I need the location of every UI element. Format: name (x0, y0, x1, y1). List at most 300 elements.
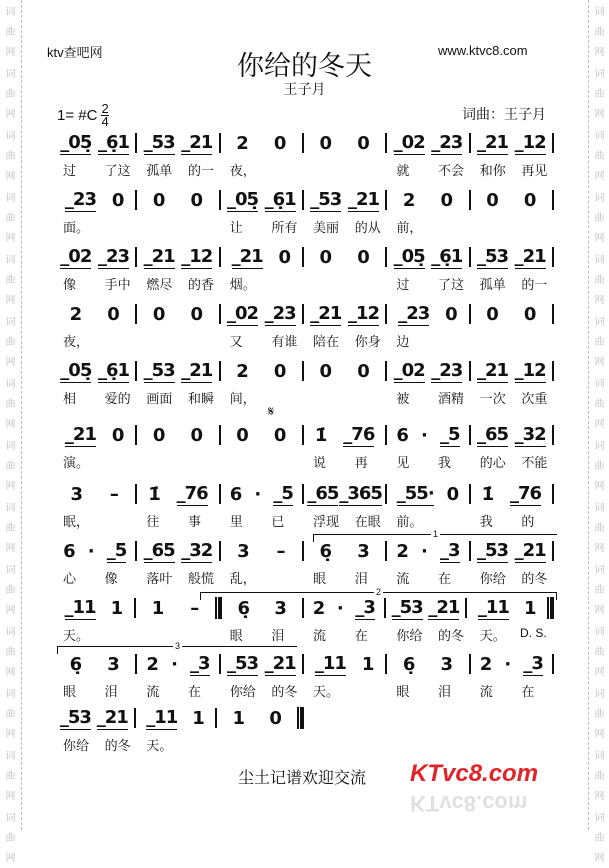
note: 1 (232, 707, 246, 729)
lyric: 泪 (271, 628, 285, 643)
barline (552, 425, 554, 445)
score-row (57, 359, 557, 408)
note: _21 (231, 245, 263, 267)
watermark-char: 词 (594, 255, 605, 266)
lyric: 天。 (146, 738, 173, 753)
note: _23 (64, 188, 96, 210)
note: _6̣1 (97, 131, 130, 153)
measure (307, 361, 382, 382)
note: 2 (312, 597, 326, 619)
measure (225, 598, 299, 619)
note: 0 (152, 424, 166, 446)
watermark-char: 曲 (5, 461, 16, 472)
lyric (515, 331, 557, 351)
lyric: 夜， (229, 163, 256, 178)
note: 6̣ (319, 540, 333, 562)
lyric: 画面 (146, 391, 173, 406)
barline (385, 133, 387, 153)
note: _3 (523, 652, 543, 674)
barline (469, 541, 471, 561)
lyric (474, 735, 516, 755)
lyric: 所有 (271, 220, 298, 235)
note: _365 (339, 482, 382, 504)
lyric: 在 (521, 684, 535, 699)
lyric (99, 331, 141, 351)
watermark-char: 曲 (594, 89, 605, 100)
lyric: 你给 (63, 738, 90, 753)
note: _53 (476, 245, 508, 267)
note: _12 (181, 245, 213, 267)
lyrics-line (57, 452, 557, 472)
lyric: 泪 (354, 571, 368, 586)
note: _5 (440, 423, 460, 445)
note: _23 (431, 359, 463, 381)
measure (139, 707, 213, 730)
note: _65 (307, 482, 339, 504)
lyric (390, 735, 432, 755)
measure (140, 132, 215, 155)
watermark-char: 曲 (594, 585, 605, 596)
lyric (432, 331, 474, 351)
lyric: 和你 (479, 163, 506, 178)
note: _05̣ (226, 188, 259, 210)
barline (469, 654, 471, 674)
watermark-char: 曲 (5, 523, 16, 534)
lyric: 被 (396, 391, 410, 406)
measure (390, 132, 465, 155)
barline (219, 190, 221, 210)
barline (552, 361, 554, 381)
lyric: 的心 (479, 455, 506, 470)
barline (302, 304, 304, 324)
watermark-char: 词 (5, 627, 16, 638)
barline (134, 598, 136, 618)
lyric (265, 160, 307, 180)
watermark-char: 网 (594, 543, 605, 554)
note: _02 (393, 131, 425, 153)
watermark-char: 曲 (594, 771, 605, 782)
note: _65 (143, 539, 175, 561)
watermark-char: 网 (594, 481, 605, 492)
note: 0 (111, 189, 125, 211)
watermark-char: 网 (5, 295, 16, 306)
barline (302, 190, 304, 210)
note: _3 (440, 539, 460, 561)
volta-3 (57, 641, 297, 654)
note: _21 (264, 652, 296, 674)
lyric: 烟。 (229, 277, 256, 292)
watermark-char: 网 (5, 109, 16, 120)
measure (57, 132, 132, 155)
lyrics-line (57, 217, 557, 237)
watermark-char: 词 (5, 751, 16, 762)
lyric (349, 388, 391, 408)
lyric: 的冬 (104, 738, 131, 753)
lyric: 让 (229, 220, 243, 235)
lyrics-line (57, 274, 557, 294)
volta-label: 3 (174, 641, 180, 651)
lyric: 的 (521, 514, 535, 529)
note: 1 (192, 707, 205, 729)
watermark-char: 词 (594, 69, 605, 80)
watermark-char: 词 (5, 689, 16, 700)
barline (302, 484, 304, 504)
note: _32 (514, 423, 546, 445)
lyric (349, 160, 391, 180)
note: 0 (111, 424, 125, 446)
measure (224, 541, 299, 562)
lyric: 天。 (313, 684, 340, 699)
lyric (182, 452, 224, 472)
note: _02 (226, 302, 259, 324)
lyric (349, 274, 391, 294)
note: _12 (514, 359, 546, 381)
measure (140, 360, 215, 383)
watermark-char: 网 (5, 853, 16, 864)
barline (385, 541, 387, 561)
lyric (140, 331, 182, 351)
barline (135, 304, 137, 324)
lyric (140, 452, 182, 472)
measure (224, 246, 299, 269)
note: – (276, 540, 286, 562)
score-row (57, 482, 557, 531)
score-row (57, 245, 557, 294)
watermark-char: 曲 (594, 833, 605, 844)
note: _21 (96, 706, 128, 728)
note: _11 (314, 652, 346, 674)
lyric: 面。 (63, 220, 90, 235)
notes-line (57, 359, 557, 383)
watermark-char: 词 (5, 69, 16, 80)
barline (469, 190, 471, 210)
lyric (474, 217, 516, 237)
lyric: 的从 (354, 220, 381, 235)
barline (385, 484, 387, 504)
barline (302, 654, 304, 674)
lyric: 你给 (229, 684, 256, 699)
volta-2 (200, 587, 557, 600)
note: 0 (357, 360, 370, 382)
watermark-char: 曲 (594, 337, 605, 348)
note: 1 (523, 597, 537, 619)
note: 1 (110, 597, 124, 619)
note: · (87, 540, 95, 562)
lyric: 再 (354, 455, 368, 470)
note: 2 (146, 653, 159, 675)
note: 3 (357, 540, 370, 562)
note: 0 (486, 189, 499, 211)
measure (140, 304, 215, 325)
barline (465, 598, 467, 618)
watermark-char: 词 (594, 627, 605, 638)
score-row (57, 423, 557, 472)
measure (224, 483, 299, 506)
time-signature (101, 103, 108, 128)
watermark-char: 网 (594, 295, 605, 306)
lyric (224, 452, 266, 472)
lyric: 你给 (479, 571, 506, 586)
lyric: 的冬 (438, 628, 465, 643)
barline (469, 425, 471, 445)
lyric (432, 217, 474, 237)
barline (552, 304, 554, 324)
lyric: 再见 (521, 163, 548, 178)
lyric: 美丽 (313, 220, 340, 235)
site-url[interactable]: www.ktvc8.com (438, 43, 528, 58)
note: 0 (523, 303, 537, 325)
lyric (265, 568, 307, 588)
watermark-char: 网 (5, 481, 16, 492)
lyric: 眠， (63, 514, 90, 529)
barline (469, 304, 471, 324)
barline (469, 484, 471, 504)
measure (390, 303, 465, 326)
note: 0 (486, 303, 499, 325)
note: 0 (446, 483, 460, 505)
lyric (99, 511, 141, 531)
note: · (421, 540, 428, 562)
barline (135, 425, 137, 445)
note: _5 (106, 539, 127, 561)
note: 0 (152, 189, 166, 211)
barline (469, 133, 471, 153)
lyric: 的香 (188, 277, 215, 292)
double-barline (215, 597, 222, 619)
lyric: 我 (438, 455, 452, 470)
barline (302, 425, 304, 445)
lyric: 过 (63, 163, 77, 178)
lyric: 前， (396, 220, 423, 235)
lyric: 心 (63, 571, 77, 586)
note: 6 (63, 540, 76, 562)
measure (140, 425, 215, 446)
note: _6̣1 (264, 188, 296, 210)
lyric: 眼 (229, 628, 243, 643)
lyric: 不会 (438, 163, 465, 178)
lyric (265, 735, 307, 755)
lyrics-line (57, 331, 557, 351)
lyric: 孤单 (146, 163, 173, 178)
lyric: 就 (396, 163, 410, 178)
watermark-char: 曲 (594, 461, 605, 472)
barline (219, 654, 221, 674)
lyric: 里 (229, 514, 243, 529)
lyric: 的一 (521, 277, 548, 292)
watermark-char: 词 (5, 255, 16, 266)
note: _21 (143, 245, 175, 267)
lyric: 已 (271, 514, 285, 529)
volta-1 (313, 529, 557, 542)
lyric: 和瞬 (188, 391, 215, 406)
note: _12 (514, 131, 546, 153)
watermark-char: 曲 (5, 151, 16, 162)
measure (57, 246, 132, 269)
lyrics-line (57, 388, 557, 408)
ktvc8-logo-reflection: KTvc8.com (410, 791, 528, 816)
measure (224, 361, 299, 382)
note: 0 (236, 424, 249, 446)
measure (57, 540, 132, 563)
lyric (182, 331, 224, 351)
watermark-char: 曲 (5, 833, 16, 844)
note: 0 (319, 132, 333, 154)
lyric: 说 (313, 455, 327, 470)
barline (552, 484, 554, 504)
lyric: 间， (229, 391, 256, 406)
note: _53 (143, 131, 175, 153)
watermark-char: 曲 (594, 647, 605, 658)
measure (390, 424, 465, 447)
barline (135, 361, 137, 381)
note: _23 (398, 302, 430, 324)
barline (385, 247, 387, 267)
barline (552, 190, 554, 210)
notes-line (57, 302, 557, 326)
lyric: 夜， (63, 334, 90, 349)
barline (219, 361, 221, 381)
barline (219, 247, 221, 267)
measure (474, 483, 549, 506)
note: 1 (151, 597, 165, 619)
barline (385, 654, 387, 674)
time-top: 2 (101, 101, 109, 116)
measure (140, 540, 215, 563)
lyric: 眼 (313, 571, 327, 586)
note: 1̇ (148, 483, 161, 505)
measure (224, 303, 299, 326)
volta-label: 2 (375, 587, 381, 597)
score-row (57, 539, 557, 588)
watermark-char: 曲 (5, 771, 16, 782)
watermark-char: 网 (5, 605, 16, 616)
measure (140, 246, 215, 269)
measure (224, 653, 299, 676)
barline (134, 708, 136, 728)
measure (307, 247, 382, 268)
watermark-char: 词 (5, 565, 16, 576)
note: 0 (523, 189, 537, 211)
measure (57, 360, 132, 383)
measure (57, 424, 132, 447)
measure (307, 189, 382, 212)
note: · (171, 653, 178, 675)
note: 0 (190, 424, 204, 446)
barline (135, 190, 137, 210)
lyric (307, 160, 349, 180)
note: _3 (190, 652, 210, 674)
lyric (265, 274, 307, 294)
barline (215, 708, 217, 728)
lyric (182, 625, 224, 645)
lyric: 次重 (521, 391, 548, 406)
barline (469, 247, 471, 267)
watermark-char: 曲 (5, 337, 16, 348)
time-bottom: 4 (101, 114, 109, 129)
note: _21 (476, 359, 508, 381)
lyric: 燃尽 (146, 277, 173, 292)
note: 0 (357, 132, 370, 154)
note: _21 (514, 245, 546, 267)
barline (552, 541, 554, 561)
measure (307, 653, 382, 676)
measure (474, 424, 549, 447)
note: _23 (431, 131, 463, 153)
measure (390, 540, 465, 563)
measure (57, 304, 132, 325)
barline (135, 247, 137, 267)
watermark-char: 网 (594, 605, 605, 616)
note: 6 (396, 424, 409, 446)
lyric: 过 (396, 277, 410, 292)
note: _05̣ (393, 245, 425, 267)
note: _21 (181, 131, 213, 153)
note: 0 (357, 246, 370, 268)
song-title: 你给的冬天 (237, 51, 372, 82)
notes-line (57, 482, 557, 506)
key: 1= #C (57, 107, 98, 124)
watermark-char: 网 (594, 419, 605, 430)
measure (57, 484, 132, 505)
barline (135, 133, 137, 153)
watermark-char: 词 (594, 813, 605, 824)
lyric: 事 (188, 514, 202, 529)
lyric: 像 (104, 571, 118, 586)
score-row (57, 302, 557, 351)
lyric (432, 735, 474, 755)
barline (469, 361, 471, 381)
barline (385, 361, 387, 381)
lyric: 相 (63, 391, 77, 406)
measure (474, 246, 549, 269)
note: _02 (60, 245, 92, 267)
lyric: 了这 (438, 277, 465, 292)
lyric: 在 (438, 571, 452, 586)
ktvc8-logo: KTvc8.com (410, 760, 539, 787)
note: 3 (107, 653, 120, 675)
notes-line (57, 131, 557, 155)
note: _53 (310, 188, 342, 210)
lyric (515, 735, 557, 755)
lyric: 了这 (104, 163, 131, 178)
notes-line (57, 652, 557, 676)
notes-line (57, 245, 557, 269)
note: _11 (146, 706, 178, 728)
watermark-char: 曲 (594, 399, 605, 410)
lyric: 又 (229, 334, 243, 349)
barline (219, 304, 221, 324)
barline (552, 654, 554, 674)
measure (474, 540, 549, 563)
barline (219, 484, 221, 504)
note: _05̣ (60, 131, 92, 153)
watermark-char: 网 (594, 233, 605, 244)
lyric: 你身 (354, 334, 381, 349)
watermark-char: 网 (5, 667, 16, 678)
note: 1̇ (481, 483, 495, 505)
note: 0 (190, 303, 204, 325)
note: _21 (310, 302, 342, 324)
measure (224, 189, 299, 212)
barline (135, 484, 137, 504)
measure (139, 598, 213, 619)
note: _11 (64, 596, 96, 618)
watermark-char: 曲 (5, 399, 16, 410)
measure (474, 132, 549, 155)
lyric: 演。 (63, 455, 90, 470)
note: _53 (143, 359, 175, 381)
note: 6̣ (402, 653, 416, 675)
